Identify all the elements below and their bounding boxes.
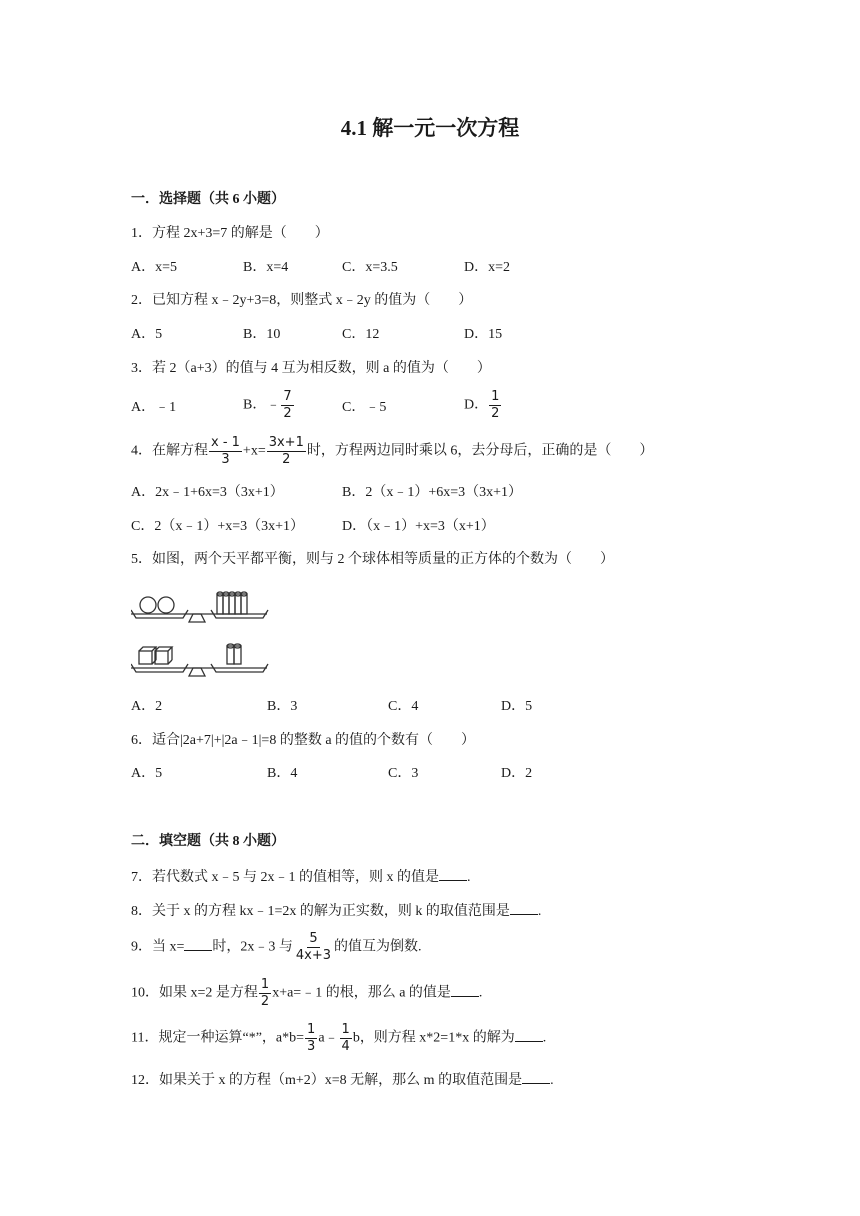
q3-option-c: C．﹣5 bbox=[342, 400, 387, 415]
question-6: 6．适合|2a+7|+|2a﹣1|=8 的整数 a 的值的个数有（ ） bbox=[131, 733, 476, 748]
q2-option-a: A．5 bbox=[131, 327, 163, 342]
answer-blank bbox=[510, 900, 538, 915]
question-4: 4．在解方程 $\frac{x - 1}{3}$ +x= $\frac{3x+1}{2}$ 时，方程两边同时乘以 6，去分母后，正确的是（ ） bbox=[131, 435, 654, 467]
q2-option-d: D．15 bbox=[464, 327, 503, 342]
q2-option-c: C．12 bbox=[342, 327, 380, 342]
fraction: $\frac{1}{2}$ bbox=[260, 977, 270, 1009]
question-8: 8．关于 x 的方程 kx﹣1=2x 的解为正实数，则 k 的取值范围是 . bbox=[131, 900, 541, 922]
q3-option-a: A．﹣1 bbox=[131, 400, 177, 415]
question-3: 3．若 2（a+3）的值与 4 互为相反数，则 a 的值为（ ） bbox=[131, 361, 491, 376]
q5-option-c: C．4 bbox=[388, 699, 419, 714]
fraction: $\frac{7}{2}$ bbox=[283, 389, 292, 421]
answer-blank bbox=[515, 1027, 543, 1042]
question-9: 9．当 x= 时，2x﹣3 与 $\frac{5}{4x+3}$ 的值互为倒数. bbox=[131, 931, 422, 963]
fraction: $\frac{1}{3}$ bbox=[307, 1022, 316, 1054]
question-5: 5．如图，两个天平都平衡，则与 2 个球体相等质量的正方体的个数为（ ） bbox=[131, 552, 614, 567]
q3-option-d: D． $\frac{1}{2}$ bbox=[464, 389, 500, 421]
q1-option-b: B．x=4 bbox=[243, 260, 289, 275]
answer-blank bbox=[184, 936, 212, 951]
q5-option-d: D．5 bbox=[501, 699, 533, 714]
section-choice-heading: 一．选择题（共 6 小题） bbox=[131, 192, 285, 207]
q6-option-d: D．2 bbox=[501, 766, 533, 781]
q4-option-a: A．2x﹣1+6x=3（3x+1） bbox=[131, 485, 284, 500]
balance-scales-figure bbox=[131, 588, 271, 680]
q1-option-a: A．x=5 bbox=[131, 260, 178, 275]
q4-option-b: B．2（x﹣1）+6x=3（3x+1） bbox=[342, 485, 523, 500]
answer-blank bbox=[439, 866, 467, 881]
q1-option-c: C．x=3.5 bbox=[342, 260, 398, 275]
question-2: 2．已知方程 x﹣2y+3=8，则整式 x﹣2y 的值为（ ） bbox=[131, 293, 473, 308]
q6-option-b: B．4 bbox=[267, 766, 298, 781]
q6-option-c: C．3 bbox=[388, 766, 419, 781]
page-title: 4.1 解一元一次方程 bbox=[340, 116, 520, 140]
q5-option-a: A．2 bbox=[131, 699, 163, 714]
fraction: $\frac{1}{4}$ bbox=[341, 1022, 350, 1054]
question-7: 7．若代数式 x﹣5 与 2x﹣1 的值相等，则 x 的值是 . bbox=[131, 866, 471, 888]
q4-option-d: D．（x﹣1）+x=3（x+1） bbox=[342, 519, 495, 534]
q4-option-c: C．2（x﹣1）+x=3（3x+1） bbox=[131, 519, 305, 534]
question-12: 12．如果关于 x 的方程（m+2）x=8 无解，那么 m 的取值范围是 . bbox=[131, 1069, 554, 1091]
fraction: $\frac{1}{2}$ bbox=[491, 389, 500, 421]
q5-option-b: B．3 bbox=[267, 699, 298, 714]
section-fill-heading: 二．填空题（共 8 小题） bbox=[131, 834, 285, 849]
fraction: $\frac{x - 1}{3}$ bbox=[211, 435, 240, 467]
q3-option-b: B．﹣ $\frac{7}{2}$ bbox=[243, 389, 292, 421]
q6-option-a: A．5 bbox=[131, 766, 163, 781]
answer-blank bbox=[451, 982, 479, 997]
fraction: $\frac{3x+1}{2}$ bbox=[268, 435, 304, 467]
fraction: $\frac{5}{4x+3}$ bbox=[295, 931, 332, 963]
question-10: 10．如果 x=2 是方程 $\frac{1}{2}$ x+a=﹣1 的根，那么 a 的值是 . bbox=[131, 977, 483, 1009]
answer-blank bbox=[522, 1069, 550, 1084]
q1-option-d: D．x=2 bbox=[464, 260, 511, 275]
question-11: 11．规定一种运算“*”，a*b= $\frac{1}{3}$ a﹣ $\frac{1}{4}$ b，则方程 x*2=1*x 的解为 . bbox=[131, 1022, 547, 1054]
question-1: 1．方程 2x+3=7 的解是（ ） bbox=[131, 226, 329, 241]
q2-option-b: B．10 bbox=[243, 327, 281, 342]
